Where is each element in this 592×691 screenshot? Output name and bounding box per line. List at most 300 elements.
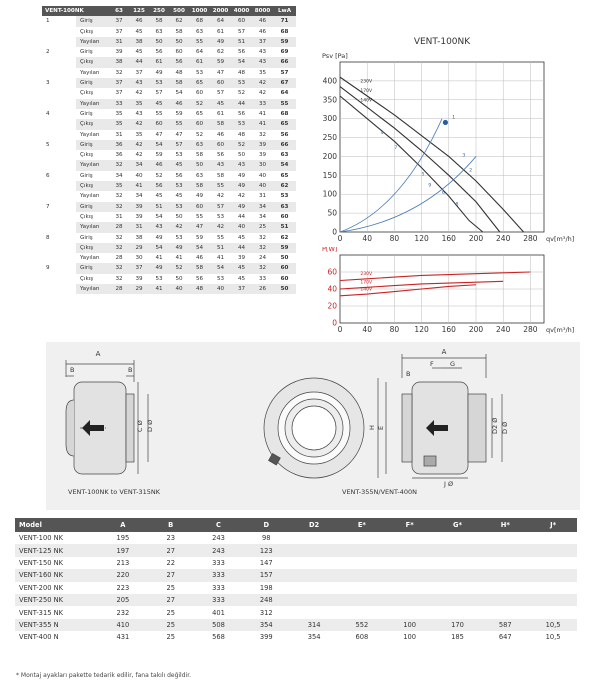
sound-value-cell: 32: [109, 243, 129, 253]
sound-value-cell: 60: [189, 119, 210, 129]
y-tick-label: 50: [327, 208, 337, 218]
sound-value-cell: 44: [129, 57, 149, 67]
sound-value-cell: 48: [237, 69, 246, 76]
working-point-label: 9: [428, 183, 432, 189]
dim-value-cell: [481, 582, 529, 594]
dim-value-cell: [529, 569, 577, 581]
sound-value-cell: 49: [155, 234, 163, 241]
dim-value-cell: 314: [290, 619, 338, 631]
pressure-curve-chart: [300, 32, 592, 254]
dim-value-cell: [529, 532, 577, 544]
sound-value-cell: 54: [149, 140, 169, 150]
sound-value-cell: 48: [237, 131, 246, 138]
working-point-label: 6: [442, 191, 445, 197]
power-curve-chart: [300, 247, 592, 339]
sound-value-cell: 41: [216, 255, 225, 262]
sound-value-cell: 32: [109, 263, 129, 273]
dim-value-cell: [290, 532, 338, 544]
x-tick-label: 240: [496, 234, 511, 243]
dim-header-model: Model: [15, 518, 99, 532]
sound-value-cell: 59: [273, 243, 296, 253]
working-point-label: 5: [421, 172, 425, 178]
sound-mode-label: Çıkış: [76, 119, 109, 129]
sound-value-cell: 57: [169, 140, 189, 150]
sound-value-cell: 58: [216, 172, 225, 179]
dim-value-cell: 23: [166, 534, 175, 543]
dim-value-cell: 213: [116, 558, 130, 567]
x-tick-label: 200: [468, 325, 484, 334]
x-tick-label: 280: [523, 325, 538, 334]
sound-mode-label: Yayılan: [76, 222, 109, 232]
sound-value-cell: 37: [129, 263, 149, 273]
sound-mode-label: Çıkış: [80, 152, 94, 159]
sound-value-cell: 37: [135, 69, 143, 76]
y-tick-label: 150: [322, 170, 337, 180]
dim-value-cell: 25: [166, 608, 175, 617]
sound-value-cell: 58: [195, 152, 204, 159]
dimension-drawings: [46, 342, 580, 510]
sound-value-cell: 62: [280, 234, 289, 241]
dim-value-cell: 25: [166, 583, 175, 592]
dim-value-cell: 431: [116, 633, 130, 642]
dim-value-cell: 333: [195, 594, 243, 606]
dim-value-cell: 508: [195, 619, 243, 631]
sound-value-cell: 37: [252, 37, 273, 47]
sound-value-cell: 38: [129, 37, 149, 47]
sound-value-cell: 65: [273, 119, 296, 129]
sound-value-cell: 60: [195, 90, 204, 97]
sound-value-cell: 33: [252, 99, 273, 109]
dim-value-cell: 243: [212, 534, 225, 543]
dim-value-cell: 25: [147, 619, 195, 631]
sound-mode-label: Giriş: [76, 78, 109, 88]
series-label: 170V: [360, 280, 373, 286]
sound-value-cell: 48: [175, 69, 183, 76]
dim-value-cell: [338, 544, 386, 556]
sound-value-cell: 56: [280, 131, 289, 138]
sound-header-cell: 1000: [189, 6, 210, 16]
dim-value-cell: 410: [99, 619, 147, 631]
sound-value-cell: 30: [252, 160, 273, 170]
sound-value-cell: 46: [149, 160, 169, 170]
sound-value-cell: 44: [231, 243, 252, 253]
sound-value-cell: 45: [231, 263, 252, 273]
sound-mode-label: Giriş: [76, 202, 109, 212]
dim-value-cell: [338, 569, 386, 581]
sound-mode-label: Çıkış: [80, 275, 94, 282]
dimension-table-header: [15, 518, 577, 532]
dim-value-cell: 170: [434, 619, 482, 631]
y-tick-label: 100: [322, 189, 337, 199]
sound-value-cell: 49: [237, 172, 246, 179]
dim-value-cell: [386, 606, 434, 618]
sound-value-cell: 50: [189, 160, 210, 170]
sound-value-cell: 60: [210, 140, 231, 150]
sound-value-cell: 63: [195, 28, 204, 35]
sound-value-cell: 58: [189, 181, 210, 191]
dim-header-cell: B: [147, 518, 195, 532]
sound-value-cell: 53: [155, 275, 163, 282]
sound-table-row: [42, 212, 296, 222]
sound-mode-label: Giriş: [80, 234, 93, 241]
sound-value-cell: 45: [135, 49, 143, 56]
sound-mode-label: Yayılan: [80, 131, 100, 138]
sound-value-cell: 31: [258, 193, 267, 200]
sound-value-cell: 32: [115, 69, 123, 76]
sound-value-cell: 53: [216, 275, 225, 282]
sound-value-cell: 57: [280, 69, 289, 76]
sound-value-cell: 47: [216, 69, 225, 76]
dim-value-cell: 223: [116, 583, 130, 592]
sound-mode-label: Giriş: [76, 140, 109, 150]
sound-value-cell: 26: [252, 284, 273, 294]
sound-value-cell: 28: [109, 284, 129, 294]
right-dim-f-label: F: [430, 360, 434, 368]
x-tick-label: 120: [414, 234, 429, 243]
y-axis-label: Psv [Pa]: [322, 52, 348, 60]
dim-value-cell: 198: [259, 583, 273, 592]
dim-value-cell: [434, 569, 482, 581]
x-tick-label: 0: [337, 234, 343, 243]
sound-value-cell: 42: [210, 222, 231, 232]
dim-header-cell: A: [99, 518, 147, 532]
chart-title: VENT-100NK: [413, 37, 471, 47]
sound-header-cell: 500: [169, 6, 189, 16]
sound-value-cell: 66: [273, 57, 296, 67]
dim-value-cell: 312: [259, 608, 273, 617]
dim-value-cell: [434, 582, 482, 594]
dim-header-cell: H*: [481, 518, 529, 532]
left-dim-c-label: C Ø: [136, 420, 144, 432]
dim-value-cell: [481, 569, 529, 581]
sound-value-cell: 50: [273, 284, 296, 294]
sound-value-cell: 42: [135, 152, 143, 159]
sound-mode-label: Çıkış: [76, 181, 109, 191]
y-tick-label: 40: [327, 284, 337, 294]
dim-table-row: [15, 532, 577, 544]
operating-point-marker: [443, 120, 448, 125]
sound-value-cell: 52: [189, 99, 210, 109]
dim-value-cell: 647: [498, 633, 512, 642]
sound-mode-label: Yayılan: [76, 284, 109, 294]
sound-mode-label: Yayılan: [76, 160, 109, 170]
sound-value-cell: 56: [195, 275, 204, 282]
sound-value-cell: 63: [195, 172, 204, 179]
dim-value-cell: 27: [147, 594, 195, 606]
working-point-label: 8: [455, 202, 459, 208]
dim-value-cell: 354: [307, 633, 321, 642]
sound-value-cell: 50: [169, 37, 189, 47]
sound-value-cell: 54: [149, 243, 169, 253]
working-point-label: 7: [394, 145, 398, 151]
sound-value-cell: 55: [195, 213, 204, 220]
sound-value-cell: 32: [109, 202, 129, 212]
dim-value-cell: [481, 557, 529, 569]
sound-value-cell: 58: [149, 16, 169, 26]
y-tick-label: 0: [332, 318, 337, 328]
sound-table-row: [42, 274, 296, 284]
y-tick-label: 20: [327, 301, 337, 311]
dim-table-row: [15, 569, 577, 581]
right-dim-g-label: G: [450, 360, 456, 368]
sound-value-cell: 43: [135, 110, 143, 117]
sound-value-cell: 31: [115, 131, 123, 138]
sound-value-cell: 35: [135, 131, 143, 138]
sound-group-label: 8: [42, 233, 76, 264]
sound-value-cell: 59: [210, 57, 231, 67]
dim-value-cell: [434, 594, 482, 606]
sound-value-cell: 67: [273, 78, 296, 88]
sound-value-cell: 49: [210, 37, 231, 47]
sound-value-cell: 42: [169, 222, 189, 232]
sound-value-cell: 29: [129, 284, 149, 294]
sound-table-row: [42, 253, 296, 263]
sound-table-row: [42, 99, 296, 109]
sound-value-cell: 46: [169, 99, 189, 109]
dim-value-cell: 197: [99, 544, 147, 556]
sound-value-cell: 37: [115, 28, 123, 35]
y-tick-label: 300: [322, 114, 337, 124]
sound-value-cell: 57: [155, 90, 163, 97]
sound-value-cell: 60: [231, 16, 252, 26]
dim-value-cell: 552: [338, 619, 386, 631]
dim-model-cell: VENT-400 N: [19, 633, 59, 642]
dim-model-cell: VENT-100 NK: [19, 534, 63, 543]
sound-value-cell: 32: [258, 131, 267, 138]
dim-value-cell: 568: [212, 633, 225, 642]
dim-table-row: [15, 557, 577, 569]
working-point-label: 3: [462, 153, 466, 159]
sound-value-cell: 46: [216, 131, 225, 138]
sound-value-cell: 53: [175, 234, 183, 241]
sound-value-cell: 45: [155, 193, 163, 200]
left-dim-b-label: B: [70, 366, 75, 374]
sound-value-cell: 35: [115, 110, 123, 117]
dim-value-cell: 10,5: [529, 619, 577, 631]
dim-header-cell: E*: [338, 518, 386, 532]
dim-value-cell: [481, 594, 529, 606]
sound-table-row: [42, 16, 296, 26]
sound-value-cell: 64: [280, 90, 289, 97]
dim-header-cell: D: [242, 518, 290, 532]
right-dim-j-label: J Ø: [444, 480, 454, 488]
sound-value-cell: 50: [175, 275, 183, 282]
sound-value-cell: 56: [216, 152, 225, 159]
dim-value-cell: 22: [166, 558, 175, 567]
sound-value-cell: 56: [155, 49, 163, 56]
sound-value-cell: 61: [216, 28, 225, 35]
sound-value-cell: 61: [149, 57, 169, 67]
dim-value-cell: 333: [212, 583, 225, 592]
sound-value-cell: 68: [280, 28, 289, 35]
sound-value-cell: 59: [273, 37, 296, 47]
sound-group-label: 1: [42, 16, 76, 47]
x-tick-label: 40: [362, 234, 372, 243]
sound-value-cell: 51: [210, 243, 231, 253]
dim-value-cell: [290, 582, 338, 594]
sound-mode-label: Yayılan: [76, 99, 109, 109]
sound-value-cell: 39: [237, 255, 246, 262]
dim-model-cell: VENT-200 NK: [19, 583, 63, 592]
sound-value-cell: 49: [169, 243, 189, 253]
sound-value-cell: 60: [280, 213, 289, 220]
dim-table-row: [15, 631, 577, 643]
dim-value-cell: [290, 557, 338, 569]
sound-value-cell: 32: [252, 243, 273, 253]
sound-value-cell: 55: [189, 37, 210, 47]
sound-value-cell: 32: [258, 234, 267, 241]
sound-mode-label: Yayılan: [76, 37, 109, 47]
sound-value-cell: 60: [149, 119, 169, 129]
series-label: 170V: [360, 89, 373, 95]
dim-value-cell: [386, 594, 434, 606]
sound-table-row: [42, 160, 296, 170]
sound-table-row: [42, 78, 296, 88]
sound-table-row: [42, 88, 296, 98]
sound-value-cell: 46: [195, 255, 204, 262]
dim-value-cell: [386, 532, 434, 544]
sound-value-cell: 34: [252, 202, 273, 212]
sound-table-row: [42, 47, 296, 57]
sound-value-cell: 53: [149, 78, 169, 88]
series-label: 140V: [360, 98, 373, 104]
sound-value-cell: 52: [195, 131, 204, 138]
dim-value-cell: 27: [147, 544, 195, 556]
left-dim-b2-label: B: [128, 366, 133, 374]
sound-value-cell: 58: [210, 119, 231, 129]
x-tick-label: 80: [389, 325, 400, 334]
sound-value-cell: 50: [149, 37, 169, 47]
sound-value-cell: 49: [149, 263, 169, 273]
dim-model-cell: VENT-160 NK: [15, 569, 99, 581]
sound-value-cell: 45: [237, 275, 246, 282]
sound-value-cell: 46: [252, 16, 273, 26]
sound-value-cell: 28: [115, 255, 123, 262]
sound-value-cell: 54: [273, 160, 296, 170]
sound-value-cell: 37: [115, 90, 123, 97]
dim-value-cell: [529, 582, 577, 594]
dim-value-cell: [529, 606, 577, 618]
sound-value-cell: 55: [210, 181, 231, 191]
dim-value-cell: [290, 544, 338, 556]
dim-value-cell: [434, 606, 482, 618]
sound-value-cell: 60: [210, 78, 231, 88]
sound-value-cell: 53: [280, 193, 289, 200]
right-dim-a-label: A: [441, 348, 447, 356]
dim-value-cell: [434, 532, 482, 544]
sound-value-cell: 55: [273, 99, 296, 109]
left-dim-d-label: D Ø: [146, 419, 154, 432]
dim-table-row: [15, 544, 577, 556]
sound-value-cell: 55: [155, 110, 163, 117]
dim-value-cell: 10,5: [545, 633, 561, 642]
sound-value-cell: 60: [280, 275, 289, 282]
sound-value-cell: 42: [252, 78, 273, 88]
dim-value-cell: [338, 532, 386, 544]
dim-model-cell: VENT-150 NK: [19, 558, 63, 567]
sound-value-cell: 59: [155, 152, 163, 159]
sound-value-cell: 40: [252, 181, 273, 191]
sound-value-cell: 40: [258, 172, 267, 179]
series-label: 230V: [360, 79, 373, 85]
dim-value-cell: 25: [166, 633, 175, 642]
dim-value-cell: [434, 544, 482, 556]
sound-value-cell: 56: [237, 110, 246, 117]
sound-value-cell: 60: [189, 202, 210, 212]
sound-table-row: [42, 222, 296, 232]
sound-value-cell: 37: [109, 78, 129, 88]
sound-group-label: 2: [42, 47, 76, 78]
sound-value-cell: 45: [237, 234, 246, 241]
sound-value-cell: 56: [149, 181, 169, 191]
sound-value-cell: 56: [169, 57, 189, 67]
sound-value-cell: 57: [210, 202, 231, 212]
sound-value-cell: 53: [175, 152, 183, 159]
sound-value-cell: 51: [273, 222, 296, 232]
dim-value-cell: 98: [262, 534, 271, 543]
dimension-table: [15, 518, 577, 644]
sound-value-cell: 63: [273, 202, 296, 212]
sound-value-cell: 39: [258, 152, 267, 159]
sound-value-cell: 39: [115, 49, 123, 56]
sound-value-cell: 59: [195, 234, 204, 241]
sound-value-cell: 47: [189, 222, 210, 232]
sound-value-cell: 40: [210, 284, 231, 294]
sound-value-cell: 25: [252, 222, 273, 232]
y-tick-label: 400: [322, 76, 337, 86]
sound-value-cell: 31: [129, 222, 149, 232]
dim-value-cell: [386, 569, 434, 581]
right-caption: VENT-355N/VENT-400N: [342, 488, 417, 496]
series-label: 230V: [360, 272, 373, 278]
dim-value-cell: 333: [212, 558, 225, 567]
right-dim-e-label: E: [377, 425, 385, 430]
sound-value-cell: 56: [237, 49, 246, 56]
sound-value-cell: 43: [210, 160, 231, 170]
sound-value-cell: 41: [149, 284, 169, 294]
sound-value-cell: 40: [231, 222, 252, 232]
plot-frame: [340, 62, 544, 232]
dim-value-cell: [290, 594, 338, 606]
sound-value-cell: 51: [231, 37, 252, 47]
sound-value-cell: 61: [216, 110, 225, 117]
dim-value-cell: 195: [116, 534, 130, 543]
x-tick-label: 200: [468, 234, 484, 243]
sound-value-cell: 42: [129, 119, 149, 129]
sound-value-cell: 49: [155, 69, 163, 76]
dim-value-cell: [434, 557, 482, 569]
dim-value-cell: 354: [242, 619, 290, 631]
sound-table-row: [42, 243, 296, 253]
sound-value-cell: 43: [258, 49, 267, 56]
dim-value-cell: [529, 557, 577, 569]
sound-value-cell: 55: [216, 234, 225, 241]
sound-header-cell: 2000: [210, 6, 231, 16]
sound-value-cell: 42: [237, 193, 246, 200]
sound-value-cell: 42: [135, 90, 143, 97]
dim-value-cell: 220: [99, 569, 147, 581]
sound-value-cell: 39: [129, 202, 149, 212]
dim-model-cell: VENT-125 NK: [15, 544, 99, 556]
sound-value-cell: 41: [155, 255, 163, 262]
x-axis-label: qv[m³/h]: [546, 326, 575, 334]
sound-value-cell: 60: [175, 49, 183, 56]
sound-value-cell: 69: [280, 49, 289, 56]
sound-table-row: [42, 150, 296, 160]
dim-value-cell: [386, 582, 434, 594]
sound-value-cell: 43: [129, 78, 149, 88]
sound-value-cell: 32: [252, 263, 273, 273]
